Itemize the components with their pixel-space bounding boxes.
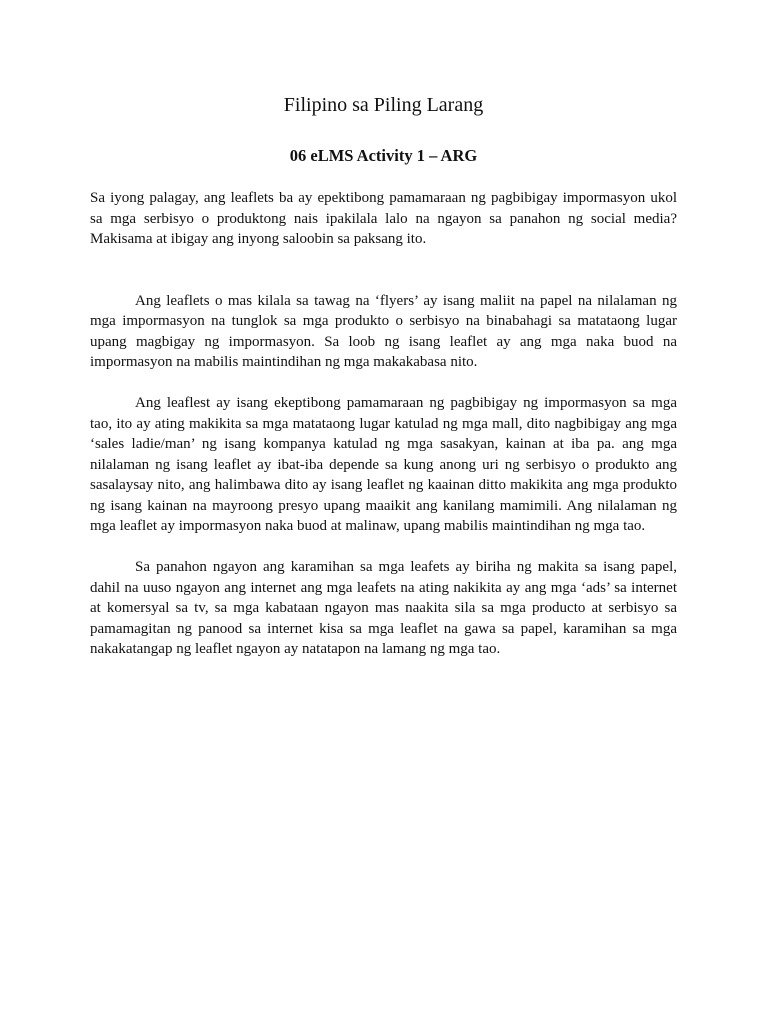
document-subtitle: 06 eLMS Activity 1 – ARG (289, 146, 478, 165)
document-title: Filipino sa Piling Larang (283, 94, 484, 116)
document-body (90, 92, 677, 660)
body-paragraph-3: Sa panahon ngayon ang karamihan sa mga leafets ay biriha ng makita sa isang papel, dahil na uuso ngayon ang internet ang mga leafets na ating nakikita ay ang mga ‘ads’ sa internet at komersyal sa tv, sa mga kabataan ngayon mas naakita sila sa mga producto at serbisyo sa pamamagitan ng panood sa internet kisa sa mga leaflet na gawa sa papel, karamihan sa mga nakakatangap ng leaflet ngayon ay natatapon na lamang ng mga tao. (90, 559, 677, 657)
body-paragraph-2: Ang leaflest ay isang ekeptibong pamamaraan ng pagbibigay ng impormasyon sa mga tao, ito ay ating makikita sa mga matataong lugar katulad ng mga mall, dito nagbibigay ang mga ‘sales ladie/man’ ng isang kompanya katulad ng mga sasakyan, kainan at iba pa. ang mga nilalaman ng isang leaflet ay ibat-iba depende sa kung anong uri ng serbisyo o produkto ang sasalaysay nito, ang halimbawa dito ay isang leaflet ng kaainan ditto makikita ang mga produkto ng isang kainan na mayroong presyo upang maaikit ang kanilang mamimili. Ang nilalaman ng mga leaflet ay impormasyon naka buod at malinaw, upang mabilis maintindihan ng mga tao. (90, 395, 677, 534)
prompt-question: Sa iyong palagay, ang leaflets ba ay epektibong pamamaraan ng pagbibigay impormasyon ukol sa mga serbisyo o produktong nais ipakilala lalo na ngayon sa panahon ng social media? Makisama at ibigay ang inyong saloobin sa paksang ito. (90, 190, 677, 247)
body-paragraph-1: Ang leaflets o mas kilala sa tawag na ‘flyers’ ay isang maliit na papel na nilalaman ng mga impormasyon na tunglok sa mga produkto o serbisyo na binabahagi sa matataong lugar upang magbigay ng impormasyon. Sa loob ng isang leaflet ay ang mga naka buod na impormasyon na mabilis maintindihan ng mga makakabasa nito. (90, 292, 677, 370)
